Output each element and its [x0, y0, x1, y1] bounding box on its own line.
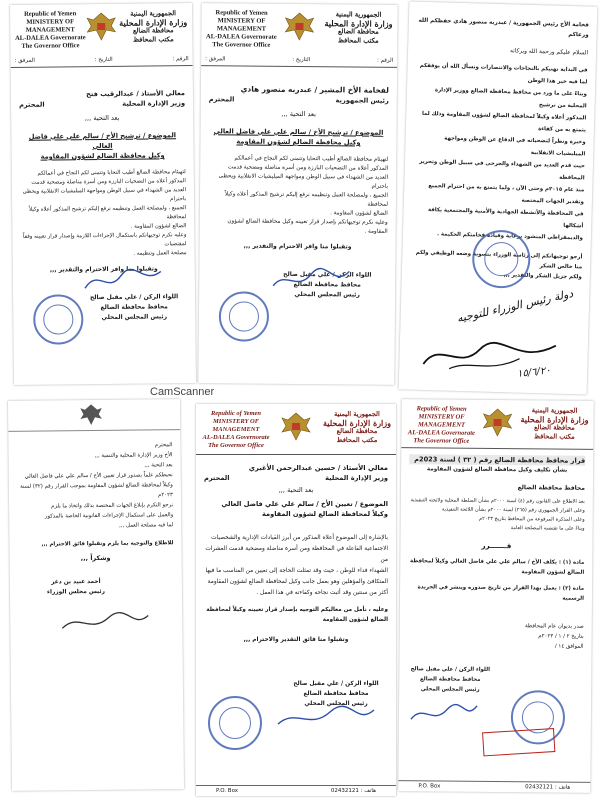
greeting: بعد التحية ,,, — [278, 486, 314, 494]
letterhead-english: Republic of Yemen MINISTERY OF MANAGEMENT AL-DALEA Governorate The Governor Office — [407, 405, 475, 445]
letter-footer: P.O. Box هاتف : 02432121 — [398, 780, 590, 791]
handwritten-annotation: دولة رئيس الوزراء للتوجيه — [455, 286, 575, 326]
letterhead — [196, 404, 396, 455]
signature-block: أحمد عبيد بن دغر رئيس مجلس الوزراء — [47, 578, 105, 596]
yemen-eagle-emblem-icon — [480, 406, 514, 440]
signature-scribble — [271, 266, 351, 297]
recipient-title: وزير الإدارة المحلية المحترم — [19, 99, 186, 109]
decree-subtitle: بشأن تكليف وكيل محافظة الضالع لشؤون المقاومة — [426, 466, 568, 474]
yemen-eagle-emblem-icon — [282, 10, 316, 44]
issued-date: بتاريخ ٢ / ١ / ٢٠٢٣م — [538, 633, 584, 640]
signature-scribble — [276, 704, 376, 732]
yemen-eagle-emblem-icon — [78, 402, 104, 428]
recipient: معالي الأستاذ / عبدالرقيب فتح — [86, 89, 185, 99]
closing-2: ولكم جزيل الشكر والتقدير ,,, — [503, 272, 582, 281]
recipient: معالي الأستاذ / حسين عبدالرحمن الأغبري — [248, 464, 388, 472]
issuer: محافظ محافظة الضالع — [517, 484, 585, 492]
subject-line-2: وكيل محافظة الضالع لشؤون المقاومة — [40, 151, 165, 161]
letter-footer: P.O. Box هاتف : 02432121 — [196, 785, 396, 794]
letterhead — [401, 399, 593, 450]
letterhead — [10, 3, 193, 68]
reference-row: الرقم : التاريخ : المرفق : — [205, 56, 394, 64]
official-stamp — [208, 696, 262, 750]
request: وعليه ، نأمل من معاليكم التوجيه بإصدار قرار تعيينه وكيلاً لمحافظة الضالع لشؤون المقاومة — [206, 607, 388, 623]
decree-body — [399, 448, 593, 696]
recipient-title: وزير الإدارة المحلية المحترم — [204, 474, 388, 482]
closing-2: وشكراً ,,, — [80, 553, 111, 563]
decides-heading: قـــــــرر — [481, 541, 512, 551]
body-paragraph: لتهيئام محافظة الضالع أطيب التحايا وتتمنى لكم النجاح في أعمالكم المذكور أعلاه من التضحيات البارزة ومن أسرة مناضلة ومضحية قدمت العديد من الشهداء في سبيل الوطن ومواجهة الميليشيات الانقلابية ويحظى باحترام الجميع ، ولمصلحة العمل وتنظيمه نرفع إليكم ترشيح المذكور أعلاه وكيلاً لمحافظة الضالع لشؤون المقاومة . وعليه نكرم توجيهاتكم باستكمال الإجراءات اللازمة وإصدار قرار تعيينه وفقاً لمقتضيات مصلحة العمل وتنظيمه . — [22, 169, 187, 257]
reference-row: الرقم : التاريخ : المرفق : — [14, 56, 189, 64]
closing: وتقبلوا منا وافر الاحترام والتقدير ,,, — [243, 242, 352, 251]
document-3 — [399, 1, 598, 394]
letterhead-english: Republic of Yemen MINISTERY OF MANAGEMENT AL-DALEA Governorate The Governor Office — [206, 9, 277, 49]
body-paragraph: لتهيئام محافظة الضالع أطيب التحايا وتتمنى لكم النجاح في أعمالكم المذكور أعلاه من التضحيات البارزة ومن أسرة مناضلة ومضحية قدمت العديد من الشهداء في سبيل الوطن ومواجهة الميليشيات الانقلابية ويحظى باحترام الجميع ، ولمصلحة العمل وتنظيمه نرفع إليكم ترشيح المذكور أعلاه وكيلاً لمحافظة الضالع لشؤون المقاومة . وعليه نكرم توجيهاتكم بإصدار قرار تعيينه وكيل محافظة الضالع لشؤون المقاومة . — [218, 155, 389, 235]
recipient: لفخامة الأخ المشير / عبدربه منصور هادي — [240, 84, 389, 95]
signature-scribble — [60, 609, 150, 636]
handwritten-date: ١٥/٦/٢٠ — [516, 365, 552, 380]
camscanner-watermark: CamScanner — [150, 386, 215, 398]
agreement-date: الموافق ١٤ / — [554, 643, 584, 650]
document-1 — [10, 3, 196, 385]
article-2: مادة (٢) : يعمل بهذا القرار من تاريخ صدوره وينشر في الجريدة الرسمية — [417, 584, 585, 602]
document-5 — [196, 404, 396, 796]
subject-line-1: الموضوع / ترشيح الأخ / سالم علي علي فاضل العالي — [213, 127, 384, 137]
document-4 — [8, 399, 184, 791]
signature-block: اللواء الركن / علي مقبل صالح محافظ محافظة الضالع رئيس المجلس المحلي — [410, 666, 491, 693]
closing: للاطلاع والتوجيه بما يلزم وتقبلوا فائق الاحترام ,,, — [41, 540, 174, 548]
greeting: بعد التحية ,,, — [84, 113, 120, 123]
letterhead-arabic: الجمهورية اليمنية وزارة الإدارة المحلية محافظة الضالع مكتب المحافظ — [520, 406, 589, 441]
greeting: السلام عليكم ورحمة الله وبركاته — [509, 48, 589, 57]
closing: أرجو توجيهاتكم إلى رئاسة الوزراء بتسوية وضعه الوظيفي ولكم منا خالص الشكر — [415, 249, 583, 271]
letterhead — [8, 399, 180, 432]
letterhead-english: Republic of Yemen MINISTERY OF MANAGEMENT AL-DALEA Governorate The Governor Office — [15, 10, 86, 50]
red-ink-stamp — [482, 728, 555, 756]
preamble: بعد الاطلاع على القانون رقم (٤) لسنة ٢٠٠٠م بشأن السلطة المحلية ولائحته التنفيذية وعلى القرار الجمهوري رقم (٢٦٥) لسنة ٢٠٠٠م بشأن اللائحة التنفيذية وعلى المذكرة المرفوعة من المحافظ بتاريخ ٢٠٢٣م وبناءً على ما تقتضيه المصلحة العامة — [410, 497, 585, 532]
signature-scribble — [83, 265, 163, 296]
article-1: مادة (١) : يكلف الأخ / سالم علي علي فاضل العالي وكيلاً لمحافظة الضالع لشؤون المقاومة — [409, 558, 585, 576]
body-paragraph: بالإشارة إلى الموضوع أعلاه المذكور من أبرز القيادات الإدارية والشخصيات الاجتماعية الفاعلة في المحافظة ومن أسرة مناضلة ومضحية قدمت العشرات من الشهداء فداء للوطن ، حيث وقد تمثلت الحاجة إلى تعيين من المناسب ما فيها المتكافئ والمؤهلين وهو بعمل جانب وكيل لمحافظة الضالع لشؤون المقاومة أكثر من سنتين وقد أثبت نجاحه وكفاءته في هذا العمل . — [205, 535, 388, 596]
letterhead-arabic: الجمهورية اليمنية وزارة الإدارة المحلية محافظة الضالع مكتب المحافظ — [324, 10, 393, 45]
document-2 — [198, 3, 397, 385]
subject-line-1: الموضوع / ترشيح الأخ / سالم علي علي فاضل العالي — [28, 131, 177, 151]
body-paragraph: في البداية نهنيكم بالنجاحات والانتصارات ونسأل الله أن يوفقكم لما فيه خير هذا الوطن وبناءً على ما ورد من محافظ محافظة الضالع ووزير الإدارة المحلية من ترشيح المذكور أعلاه وكيلاً لمحافظة الضالع لشؤون المقاومة وذلك لما يتمتع به من كفاءة وخبرة ونظراً لتضحياته في الدفاع عن الوطن ومواجهة الميليشيات الانقلابية حيث قدم العديد من الشهداء والجرحى في سبيل الوطن وتحرير المحافظة منذ عام ٢٠١٥م وحتى الآن ، ولما يتمتع به من احترام الجميع وتقدير الجهات المختصة في المحافظة والأنشطة الجهادية والأمنية والمجتمعية بكافة أشكالها والديمقراطي المنشود برعاية وقيادة فخامتكم الحكيمة . — [419, 62, 588, 242]
letterhead-english: Republic of Yemen MINISTERY OF MANAGEMENT AL-DALEA Governorate The Governor Office — [202, 410, 270, 449]
subject-line-1: الموضوع / تعيين الأخ / سالم علي علي فاضل العالي — [221, 500, 388, 508]
yemen-eagle-emblem-icon — [279, 410, 313, 444]
decree-title: قرار محافظ محافظة الضالع رقم ( ٣٢ ) لسنة 2023م — [409, 454, 585, 466]
letter-body — [196, 455, 396, 709]
signature-block: اللواء الركن / علي مقبل صالح محافظ محافظة الضالع رئيس المجلس المحلي — [293, 681, 379, 707]
yemen-eagle-emblem-icon — [84, 10, 118, 44]
closing: وتقبلوا منا وافر الاحترام والتقدير ,,, — [49, 265, 158, 274]
official-stamp — [219, 291, 269, 341]
letterhead — [201, 3, 398, 68]
letterhead-arabic: الجمهورية اليمنية وزارة الإدارة المحلية محافظة الضالع مكتب المحافظ — [323, 410, 391, 444]
signature-block: اللواء الركن / علي مقبل صالح محافظ محافظة الضالع رئيس المجلس المحلي — [283, 270, 372, 299]
subject-line-2: وكيلاً لمحافظة الضالع لشؤون المقاومة — [262, 510, 388, 518]
greeting: بعد التحية ,,, — [281, 109, 317, 119]
letter-body: المحترم الأخ وزير الإدارة المحلية والتنمية ,,, بعد التحية ,,, نحيطكم علماً بصدور قرار تعيين الأخ / سالم علي علي فاضل العالي وكيلاً لمحافظة الضالع لشؤون المقاومة بموجب القرار رقم (٣٢) لسنة ٢٠٢٣م نرجو التكرم بإبلاغ الجهات المختصة بذلك واتخاذ ما يلزم والعمل على استكمال الإجراءات القانونية الخاصة بالمذكور لما فيه مصلحة العمل ,,, للاطلاع والتوجيه بما يلزم وتقبلوا فائق الاحترام ,,, وشكراً ,,, أحمد عبيد بن دغر رئيس مجلس الوزراء — [8, 430, 182, 598]
letterhead-arabic: الجمهورية اليمنية وزارة الإدارة المحلية محافظة الضالع مكتب المحافظ — [119, 9, 188, 44]
recipient-title: رئيس الجمهورية المحترم — [208, 95, 389, 105]
signature-scribble — [409, 701, 479, 728]
document-6 — [398, 399, 593, 793]
recipient: فخامة الأخ رئيس الجمهورية / عبدربه منصور هادي حفظكم الله ورعاكم — [418, 17, 589, 39]
signature-scribble — [419, 334, 560, 378]
issued-place: صدر بديوان عام المحافظة — [525, 623, 584, 630]
subject-line-2: وكيل محافظة الضالع لشؤون المقاومة — [236, 137, 361, 147]
signature-block: اللواء الركن / علي مقبل صالح محافظ محافظة الضالع رئيس المجلس المحلي — [89, 293, 179, 322]
closing: وتقبلوا منا فائق التقدير والاحترام ,,, — [243, 637, 349, 643]
official-stamp — [33, 294, 84, 345]
